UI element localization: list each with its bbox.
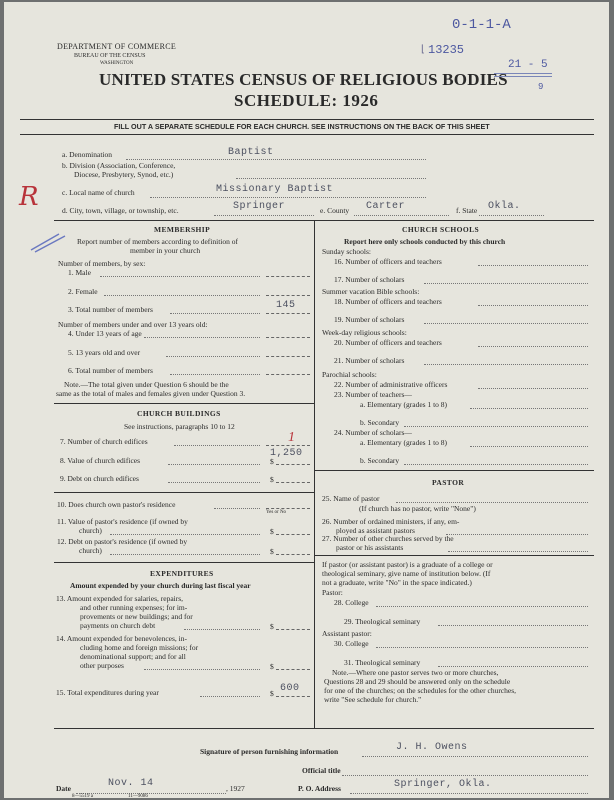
table-rule-bottom [54, 728, 594, 729]
q10-label: 10. Does church own pastor's residence [57, 500, 176, 509]
q14-label-4: other purposes [80, 661, 124, 670]
q30-line[interactable] [376, 647, 588, 648]
q5-over-13-label: 5. 13 years old and over [68, 348, 141, 357]
stamp-ref: 21 - 5 [508, 59, 548, 71]
q18-label: 18. Number of officers and teachers [334, 297, 442, 306]
membership-note: Note.—The total given under Question 6 should be the [64, 380, 229, 389]
graduate-note-3: not a graduate, write "No" in the space indicated.) [322, 578, 472, 587]
pastor-subhead: Pastor: [322, 588, 343, 597]
q1-dots [100, 276, 260, 277]
county-line [354, 215, 449, 216]
assistant-pastor-subhead: Assistant pastor: [322, 629, 372, 638]
official-title-label: Official title [302, 766, 341, 775]
po-address-label: P. O. Address [298, 784, 341, 793]
q13-label: 13. Amount expended for salaries, repairs, [56, 594, 184, 603]
date-label: Date [56, 784, 71, 793]
q22-label: 22. Number of administrative officers [334, 380, 448, 389]
date-year: , 1927 [226, 784, 245, 793]
po-address-line[interactable] [350, 793, 588, 794]
q26-label: 26. Number of ordained ministers, if any, em- [322, 517, 460, 526]
q22-line[interactable] [478, 388, 588, 389]
q21-label: 21. Number of scholars [334, 356, 405, 365]
q12-label: 12. Debt on pastor's residence (if owned by [57, 537, 188, 546]
q11-answer[interactable] [276, 534, 310, 535]
graduate-note-2: theological seminary, give name of institution below. (If [322, 569, 491, 578]
official-title-line[interactable] [342, 775, 588, 776]
q23-label: 23. Number of teachers— [334, 390, 412, 399]
pastor-heading: PASTOR [432, 478, 465, 487]
department-name: DEPARTMENT OF COMMERCE [57, 42, 177, 51]
q20-line[interactable] [478, 346, 588, 347]
q15-dots [200, 696, 260, 697]
q24b-line[interactable] [404, 464, 588, 465]
q27-label-2: pastor or his assistants [336, 543, 404, 552]
handwritten-r-mark: R [19, 182, 39, 212]
q9-answer[interactable] [276, 482, 310, 483]
stamp-code: 0-1-1-A [452, 17, 511, 33]
q21-line[interactable] [424, 364, 588, 365]
q11-label: 11. Value of pastor's residence (if owned by [57, 517, 188, 526]
q4-answer[interactable] [266, 337, 310, 338]
q7-label: 7. Number of church edifices [60, 437, 148, 446]
q2-dots [104, 295, 260, 296]
pastor-note-2: Questions 28 and 29 should be answered only on the schedule [324, 677, 511, 686]
q12-answer[interactable] [276, 554, 310, 555]
denomination-label: a. Denomination [62, 150, 112, 159]
denomination-value: Baptist [228, 147, 274, 158]
date-line[interactable] [76, 793, 226, 794]
q8-answer-line[interactable] [276, 464, 310, 465]
buildings-rule [54, 562, 314, 563]
pastor-note: Note.—Where one pastor serves two or more churches, [332, 668, 499, 677]
q5-answer[interactable] [266, 356, 310, 357]
denomination-line [126, 159, 426, 160]
stamp-underline [494, 73, 552, 74]
q17-line[interactable] [424, 283, 588, 284]
q4-dots [144, 337, 260, 338]
summer-schools-label: Summer vacation Bible schools: [322, 287, 420, 296]
q13-label-3: provements or new buildings; and for [80, 612, 193, 621]
q7-value: 1 [288, 430, 295, 445]
membership-rule [54, 403, 314, 404]
state-line [479, 215, 544, 216]
q2-female-label: 2. Female [68, 287, 98, 296]
q23a-label: a. Elementary (grades 1 to 8) [360, 400, 448, 409]
form-instruction: FILL OUT A SEPARATE SCHEDULE FOR EACH CHURCH. SEE INSTRUCTIONS ON THE BACK OF THIS SHEET [114, 122, 490, 131]
q23a-line[interactable] [470, 408, 588, 409]
parochial-schools-label: Parochial schools: [322, 370, 377, 379]
signature-value: J. H. Owens [396, 742, 468, 753]
q28-label: 28. College [334, 598, 369, 607]
q13-label-4: payments on church debt [80, 621, 156, 630]
q14-label-2: cluding home and foreign missions; for [80, 643, 199, 652]
weekday-schools-label: Week-day religious schools: [322, 328, 407, 337]
division-label: b. Division (Association, Conference, [62, 161, 176, 170]
q18-line[interactable] [478, 305, 588, 306]
q1-answer[interactable] [266, 276, 310, 277]
schools-sub: Report here only schools conducted by this church [344, 237, 506, 246]
form-title: UNITED STATES CENSUS OF RELIGIOUS BODIES [99, 70, 508, 89]
q12-dollar: $ [270, 547, 274, 556]
q14-dollar: $ [270, 662, 274, 671]
pastor-note-3: for one of the churches; on the schedules for the other churches, [324, 686, 517, 695]
city-value: Springer [233, 201, 286, 212]
q25-line[interactable] [396, 502, 588, 503]
q9-label: 9. Debt on church edifices [60, 474, 139, 483]
q13-dollar: $ [270, 622, 274, 631]
q28-line[interactable] [376, 606, 588, 607]
expenditures-heading: EXPENDITURES [150, 569, 214, 578]
q9-dollar: $ [270, 475, 274, 484]
q23b-line[interactable] [404, 426, 588, 427]
q31-line[interactable] [438, 666, 588, 667]
q13-dots [184, 629, 260, 630]
q3-dots [170, 313, 260, 314]
q8-dots [168, 464, 260, 465]
q13-label-2: and other running expenses; for im- [80, 603, 188, 612]
q24a-label: a. Elementary (grades 1 to 8) [360, 438, 448, 447]
q29-label: 29. Theological seminary [344, 617, 421, 626]
membership-note-2: same as the total of males and females given under Question 3. [56, 389, 246, 398]
buildings-sub: See instructions, paragraphs 10 to 12 [124, 422, 235, 431]
q11-label-2: church) [79, 526, 102, 535]
stamp-bracket: ⌊ [421, 44, 425, 55]
q14-answer[interactable] [276, 669, 310, 670]
q3-answer-line[interactable] [266, 313, 310, 314]
division-label-2: Diocese, Presbytery, Synod, etc.) [74, 170, 174, 179]
pastor-note-4: write "See schedule for church." [324, 695, 422, 704]
members-by-age-label: Number of members under and over 13 years old: [58, 320, 208, 329]
stamp-ref-sub: 9 [538, 82, 544, 92]
signature-line[interactable] [362, 756, 588, 757]
q15-answer-line[interactable] [276, 696, 310, 697]
q30-label: 30. College [334, 639, 369, 648]
buildings-mid-rule [54, 492, 314, 493]
q14-label-3: denominational support; and for all [80, 652, 186, 661]
pencil-check-mark [29, 224, 69, 254]
q29-line[interactable] [438, 625, 588, 626]
q26-label-2: ployed as assistant pastors [336, 526, 415, 535]
state-label: f. State [456, 206, 478, 215]
buildings-heading: CHURCH BUILDINGS [137, 409, 221, 418]
q15-value: 600 [280, 683, 300, 694]
q1-male-label: 1. Male [68, 268, 91, 277]
q24-label: 24. Number of scholars— [334, 428, 412, 437]
q2-answer[interactable] [266, 295, 310, 296]
q3-total-label: 3. Total number of members [68, 305, 153, 314]
header-rule-bottom [20, 134, 594, 135]
q11-dots [110, 534, 260, 535]
q14-label: 14. Amount expended for benevolences, in- [56, 634, 188, 643]
church-name-label: c. Local name of church [62, 188, 135, 197]
q15-label: 15. Total expenditures during year [56, 688, 159, 697]
q19-label: 19. Number of scholars [334, 315, 405, 324]
church-name-line [150, 197, 426, 198]
stamp-serial: 13235 [428, 43, 465, 57]
sunday-schools-label: Sunday schools: [322, 247, 371, 256]
q10-answer[interactable] [266, 508, 310, 509]
q6-dots [170, 374, 260, 375]
county-value: Carter [366, 201, 406, 212]
q15-dollar: $ [270, 689, 274, 698]
signature-label: Signature of person furnishing information [200, 747, 339, 756]
q6-answer[interactable] [266, 374, 310, 375]
members-by-sex-label: Number of members, by sex: [58, 259, 146, 268]
q7-dots [174, 445, 260, 446]
membership-intro-2: member in your church [130, 246, 201, 255]
census-schedule-page [4, 2, 609, 798]
column-divider [314, 220, 315, 728]
schools-rule [314, 470, 594, 471]
membership-heading: MEMBERSHIP [154, 225, 211, 234]
division-line [236, 178, 426, 179]
q13-answer[interactable] [276, 629, 310, 630]
q27-label: 27. Number of other churches served by the [322, 534, 454, 543]
q9-dots [168, 482, 260, 483]
header-rule-top [20, 119, 594, 120]
q16-label: 16. Number of officers and teachers [334, 257, 442, 266]
graduate-note: If pastor (or assistant pastor) is a graduate of a college or [322, 560, 493, 569]
q19-line[interactable] [424, 323, 588, 324]
schools-heading: CHURCH SCHOOLS [402, 225, 480, 234]
q12-dots [110, 554, 260, 555]
city-name: WASHINGTON [100, 61, 134, 66]
membership-intro: Report number of members according to definition of [77, 237, 238, 246]
church-name-value: Missionary Baptist [216, 184, 334, 195]
q16-line[interactable] [478, 265, 588, 266]
q8-label: 8. Value of church edifices [60, 456, 141, 465]
stamp-underline-2 [494, 76, 552, 77]
q12-label-2: church) [79, 546, 102, 555]
q5-dots [166, 356, 260, 357]
city-line [214, 215, 314, 216]
state-value: Okla. [488, 201, 521, 212]
date-value: Nov. 14 [108, 778, 154, 789]
q25-note: (If church has no pastor, write "None") [359, 504, 476, 513]
expenditures-sub: Amount expended by your church during last fiscal year [70, 581, 251, 590]
q3-total-value: 145 [276, 300, 296, 311]
q20-label: 20. Number of officers and teachers [334, 338, 442, 347]
bureau-name: BUREAU OF THE CENSUS [74, 53, 146, 59]
q8-value: 1,250 [270, 448, 303, 459]
q14-dots [144, 669, 260, 670]
county-label: e. County [320, 206, 350, 215]
q8-dollar: $ [270, 457, 274, 466]
yes-no-hint: Yes or No [266, 510, 287, 515]
q27-line[interactable] [448, 551, 588, 552]
q4-under-13-label: 4. Under 13 years of age [68, 329, 142, 338]
q24b-label: b. Secondary [360, 456, 400, 465]
q23b-label: b. Secondary [360, 418, 400, 427]
q17-label: 17. Number of scholars [334, 275, 405, 284]
q10-dots [214, 508, 260, 509]
q26-line[interactable] [446, 534, 588, 535]
print-number: 11—9086 [128, 794, 148, 798]
table-rule-top [54, 220, 594, 221]
q11-dollar: $ [270, 527, 274, 536]
pastor-rule [314, 555, 594, 556]
city-label: d. City, town, village, or township, etc. [62, 206, 179, 215]
q25-label: 25. Name of pastor [322, 494, 380, 503]
q6-total-label: 6. Total number of members [68, 366, 153, 375]
q24a-line[interactable] [470, 446, 588, 447]
form-number: 8—5519 a [72, 794, 93, 798]
q31-label: 31. Theological seminary [344, 658, 421, 667]
form-subtitle: SCHEDULE: 1926 [234, 91, 379, 110]
po-address-value: Springer, Okla. [394, 779, 492, 790]
